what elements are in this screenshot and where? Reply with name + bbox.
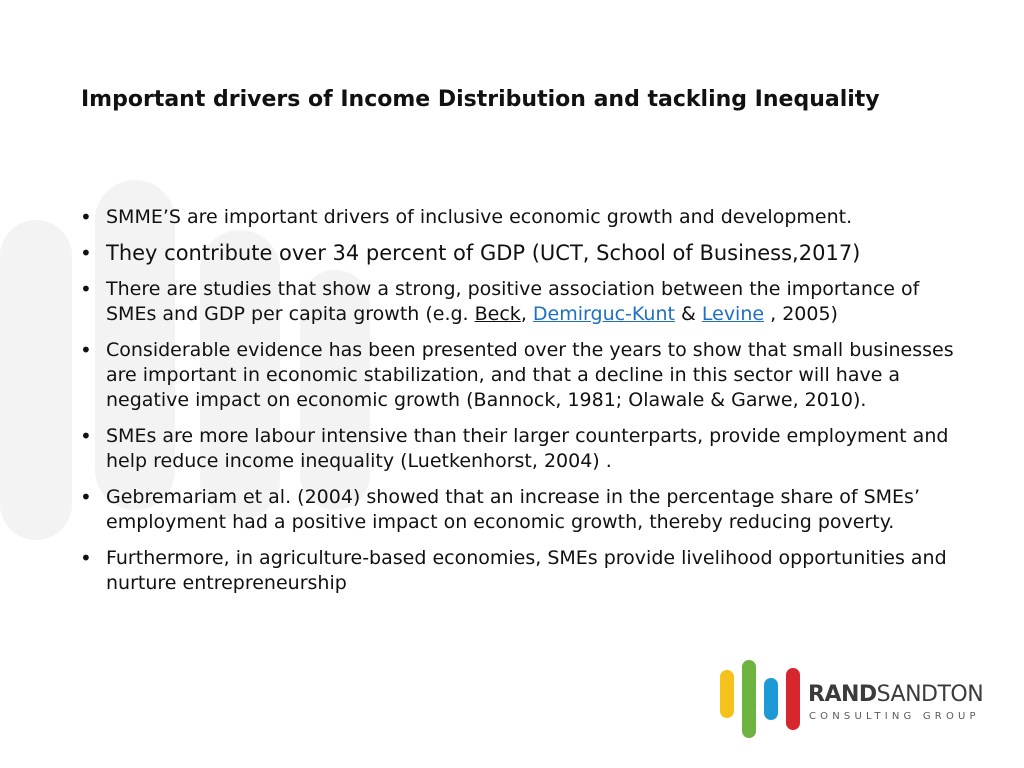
logo-name-light: SANDTON (876, 682, 984, 707)
logo-green-pill (742, 660, 756, 738)
slide-title: Important drivers of Income Distribution and tackling Inequality (81, 87, 880, 112)
link-demirguc-kunt[interactable]: Demirguc-Kunt (532, 303, 675, 325)
bullet-item: • SMME’S are important drivers of inclusive economic growth and development. (80, 205, 960, 230)
bullet-item: • Considerable evidence has been presented over the years to show that small businesses are important in economic stabilization, and that a decline in this sector will have a negative impact on economic growth (Bannock, 1981; Olawale & Garwe, 2010). (80, 338, 960, 413)
link-beck[interactable]: Beck (474, 303, 521, 325)
logo-name (808, 682, 983, 707)
bullet-item: • Furthermore, in agriculture-based economies, SMEs provide livelihood opportunities and nurture entrepreneurship (80, 546, 960, 596)
logo-name-bold: RAND (808, 682, 877, 707)
logo-tagline: CONSULTING GROUP (809, 711, 980, 722)
company-logo (720, 660, 990, 740)
logo-blue-pill (764, 678, 778, 720)
bullet-text: , (520, 303, 533, 325)
link-levine[interactable]: Levine (701, 303, 765, 325)
logo-red-pill (786, 668, 800, 730)
bullet-item: • Gebremariam et al. (2004) showed that an increase in the percentage share of SMEs’ employment had a positive impact on economic growth, thereby reducing poverty. (80, 485, 960, 535)
bullet-item: • SMEs are more labour intensive than their larger counterparts, provide employment and help reduce income inequality (Luetkenhorst, 2004) . (80, 424, 960, 474)
logo-yellow-pill (720, 670, 734, 718)
bullet-text: , 2005) (764, 303, 838, 325)
bullet-text: There are studies that show a strong, positive association between the importance of SMEs and GDP per capita growth (e.g. (106, 278, 920, 325)
bullet-text: & (674, 303, 702, 325)
bullet-item (80, 277, 960, 327)
bullet-item: • They contribute over 34 percent of GDP (UCT, School of Business,2017) (80, 241, 960, 266)
bullet-list (80, 205, 960, 607)
